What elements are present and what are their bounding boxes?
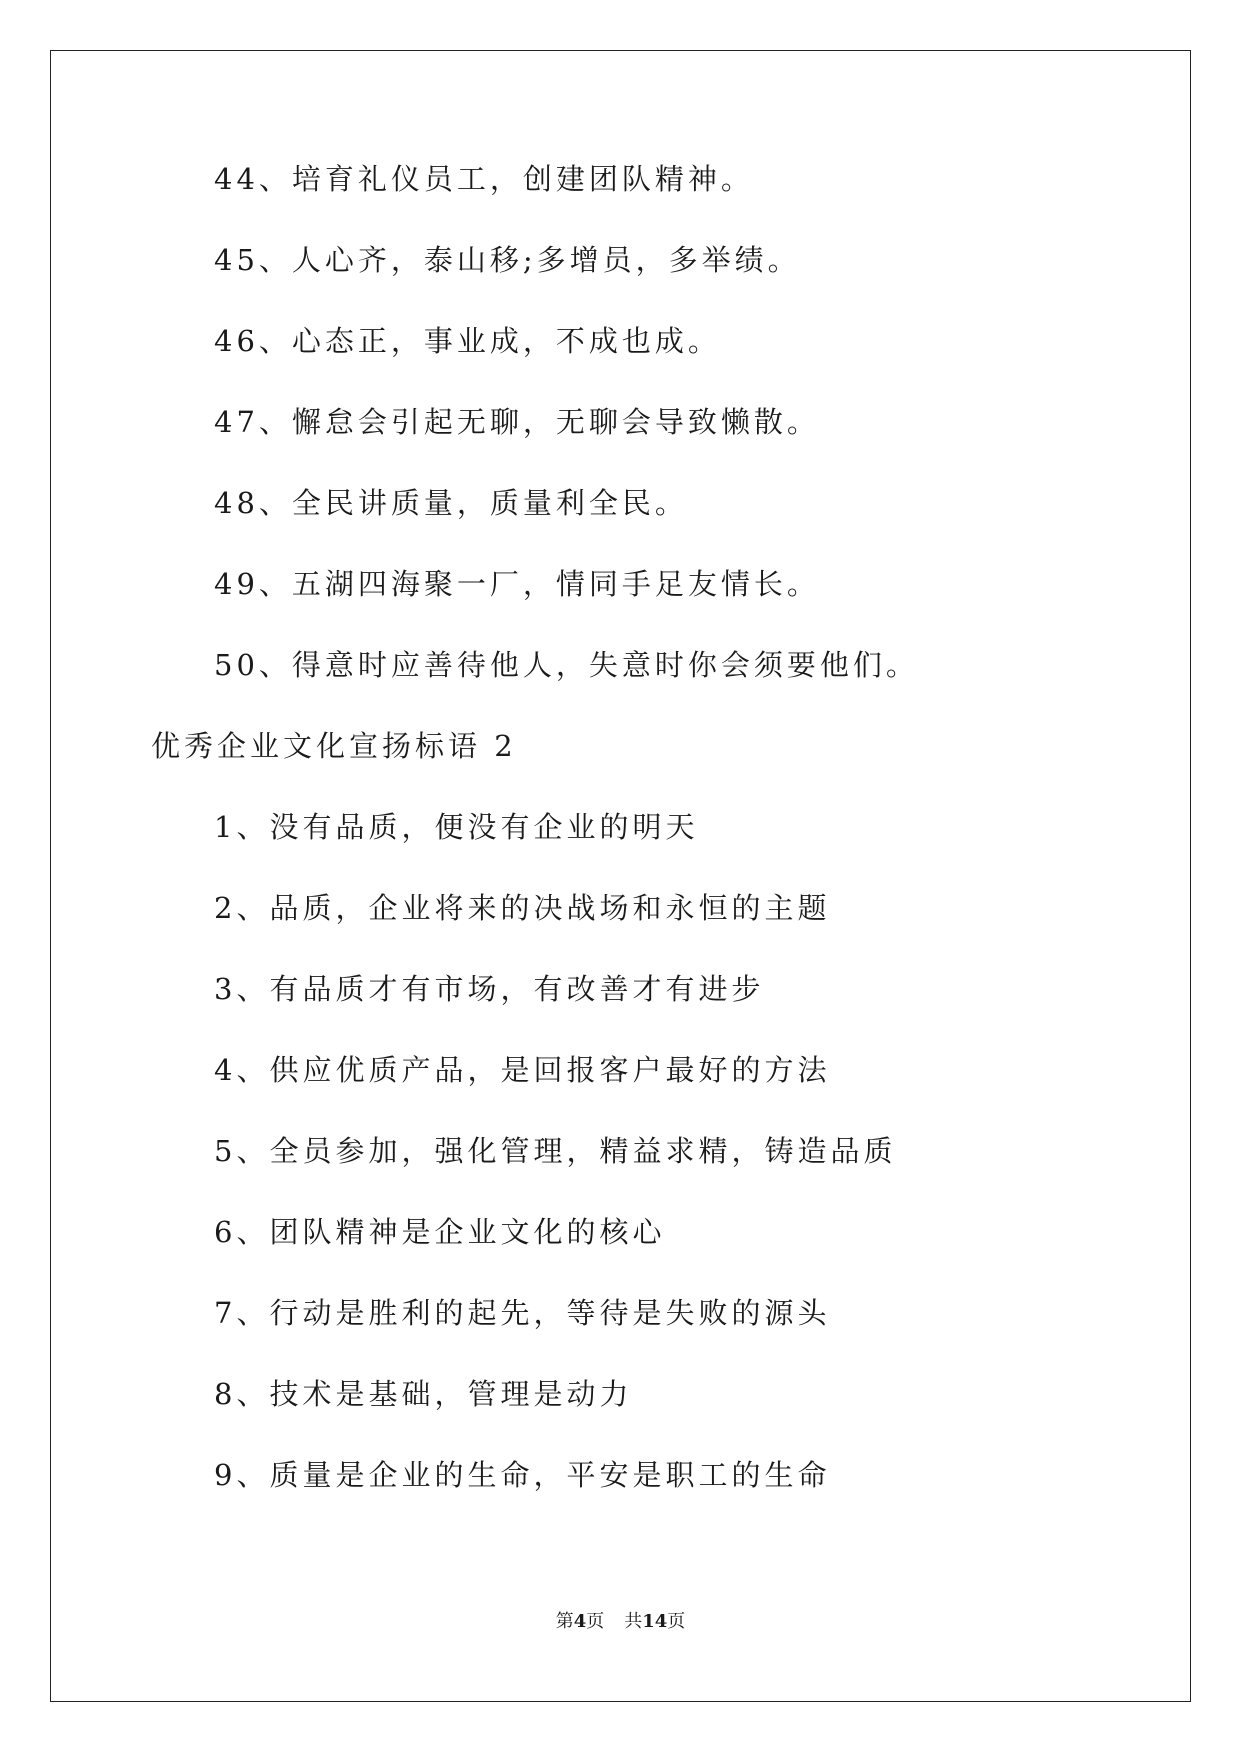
list-item: 9、质量是企业的生命，平安是职工的生命 xyxy=(214,1458,831,1492)
list-item: 49、五湖四海聚一厂，情同手足友情长。 xyxy=(214,567,820,601)
list-item: 48、全民讲质量，质量利全民。 xyxy=(214,486,688,520)
list-item: 46、心态正，事业成，不成也成。 xyxy=(214,324,721,358)
total-prefix: 共 xyxy=(624,1611,643,1632)
list-item: 44、培育礼仪员工，创建团队精神。 xyxy=(214,162,754,196)
total-pages: 14 xyxy=(642,1611,668,1632)
total-suffix: 页 xyxy=(667,1611,686,1632)
list-item: 45、人心齐，泰山移;多增员，多举绩。 xyxy=(214,243,801,277)
page-footer xyxy=(51,1607,1190,1633)
section-heading: 优秀企业文化宣扬标语 2 xyxy=(151,729,517,763)
list-item: 50、得意时应善待他人，失意时你会须要他们。 xyxy=(214,648,919,682)
page-prefix: 第 xyxy=(555,1611,574,1632)
page-number: 4 xyxy=(573,1611,587,1632)
list-item: 4、供应优质产品，是回报客户最好的方法 xyxy=(214,1053,831,1087)
list-item: 5、全员参加，强化管理，精益求精，铸造品质 xyxy=(214,1134,897,1168)
list-item: 47、懈怠会引起无聊，无聊会导致懒散。 xyxy=(214,405,820,439)
list-item: 8、技术是基础，管理是动力 xyxy=(214,1377,633,1411)
page-frame xyxy=(50,50,1191,1702)
list-item: 3、有品质才有市场，有改善才有进步 xyxy=(214,972,765,1006)
list-item: 7、行动是胜利的起先，等待是失败的源头 xyxy=(214,1296,831,1330)
list-item: 1、没有品质，便没有企业的明天 xyxy=(214,810,699,844)
list-item: 2、品质，企业将来的决战场和永恒的主题 xyxy=(214,891,831,925)
page-suffix: 页 xyxy=(586,1611,605,1632)
list-item: 6、团队精神是企业文化的核心 xyxy=(214,1215,666,1249)
